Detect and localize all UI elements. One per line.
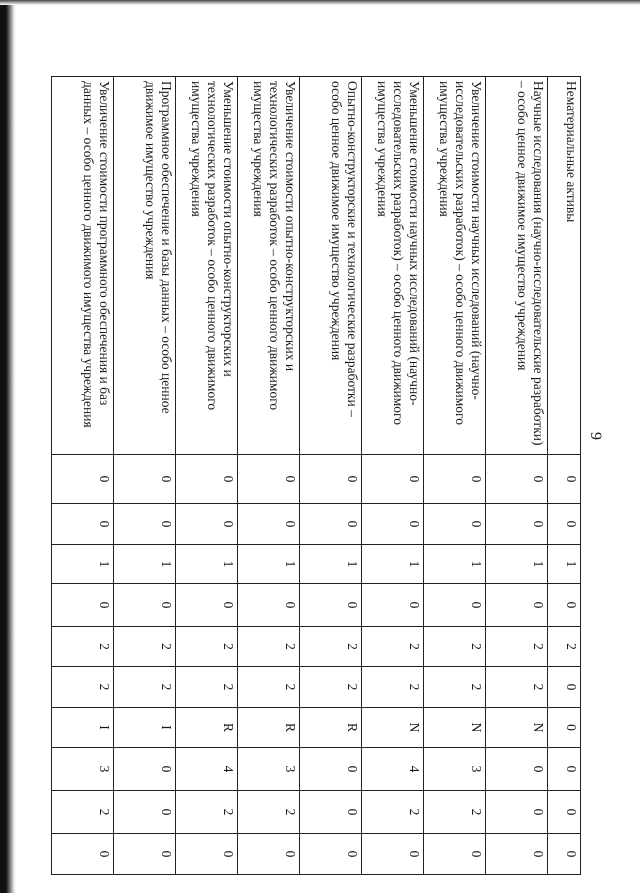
table-row — [114, 77, 176, 875]
code-cell: 0 — [114, 834, 176, 875]
code-cell: 0 — [548, 708, 581, 748]
code-cell: 2 — [300, 667, 362, 708]
code-cell: 0 — [300, 504, 362, 545]
code-cell: 0 — [486, 834, 548, 875]
code-cell: 0 — [548, 455, 581, 504]
code-cell: 2 — [238, 627, 300, 667]
table-row — [52, 77, 114, 875]
table-body — [52, 77, 581, 875]
row-name-cell: Научные исследования (научно-исследовательские разработки) – особо ценное движимое имущество учреждения — [486, 77, 548, 455]
code-cell: 2 — [424, 667, 486, 708]
code-cell: 0 — [176, 834, 238, 875]
table-row — [486, 77, 548, 875]
code-cell: 0 — [52, 584, 114, 627]
code-cell: 0 — [548, 791, 581, 834]
code-cell: 3 — [238, 748, 300, 791]
code-cell: R — [176, 708, 238, 748]
code-cell: N — [424, 708, 486, 748]
row-name-cell: Опытно-конструкторские и технологические разработки – особо ценное движимое имущество учреждения — [300, 77, 362, 455]
code-cell: 1 — [424, 545, 486, 584]
accounts-table — [51, 76, 581, 875]
code-cell: 0 — [114, 504, 176, 545]
code-cell: 2 — [362, 791, 424, 834]
code-cell: 2 — [176, 627, 238, 667]
code-cell: 2 — [362, 627, 424, 667]
code-cell: 0 — [238, 584, 300, 627]
code-cell: 0 — [114, 584, 176, 627]
code-cell: 0 — [238, 455, 300, 504]
code-cell: 0 — [486, 504, 548, 545]
table-row — [548, 77, 581, 875]
table-row — [176, 77, 238, 875]
code-cell: 4 — [176, 748, 238, 791]
scan-edge-left — [0, 0, 16, 893]
scan-edge-top — [0, 0, 640, 5]
row-name-cell: Увеличение стоимости программного обеспечения и баз данных – особо ценного движимого имущества учреждения — [52, 77, 114, 455]
code-cell: 0 — [548, 748, 581, 791]
table-row — [238, 77, 300, 875]
code-cell: 0 — [114, 455, 176, 504]
code-cell: 2 — [486, 667, 548, 708]
code-cell: 2 — [424, 791, 486, 834]
table-row — [362, 77, 424, 875]
code-cell: 2 — [238, 791, 300, 834]
code-cell: 0 — [300, 584, 362, 627]
code-cell: 2 — [300, 627, 362, 667]
rotated-table-container — [61, 76, 581, 874]
code-cell: R — [238, 708, 300, 748]
code-cell: 1 — [114, 545, 176, 584]
code-cell: 0 — [300, 455, 362, 504]
code-cell: 1 — [300, 545, 362, 584]
code-cell: 0 — [362, 584, 424, 627]
row-name-cell: Нематериальные активы — [548, 77, 581, 455]
code-cell: 0 — [424, 455, 486, 504]
code-cell: 0 — [362, 834, 424, 875]
code-cell: 0 — [548, 504, 581, 545]
code-cell: 0 — [300, 748, 362, 791]
code-cell: 0 — [424, 834, 486, 875]
code-cell: 2 — [176, 791, 238, 834]
code-cell: 2 — [176, 667, 238, 708]
code-cell: 2 — [238, 667, 300, 708]
code-cell: 2 — [114, 627, 176, 667]
code-cell: 3 — [424, 748, 486, 791]
code-cell: N — [486, 708, 548, 748]
row-name-cell: Увеличение стоимости научных исследований (научно-исследовательских разработок) – особо ценного движимого имущества учреждения — [424, 77, 486, 455]
code-cell: 1 — [238, 545, 300, 584]
code-cell: 1 — [548, 545, 581, 584]
row-name-cell: Уменьшение стоимости опытно-конструкторских и технологических разработок – особо ценного движимого имущества учреждения — [176, 77, 238, 455]
code-cell: 0 — [548, 584, 581, 627]
code-cell: 2 — [486, 627, 548, 667]
row-name-cell: Увеличение стоимости опытно-конструкторских и технологических разработок – особо ценного движимого имущества учреждения — [238, 77, 300, 455]
code-cell: 0 — [424, 584, 486, 627]
code-cell: 0 — [238, 504, 300, 545]
code-cell: 0 — [300, 791, 362, 834]
code-cell: 0 — [176, 584, 238, 627]
code-cell: 0 — [486, 455, 548, 504]
code-cell: 0 — [52, 834, 114, 875]
code-cell: 2 — [548, 627, 581, 667]
code-cell: 0 — [486, 584, 548, 627]
code-cell: I — [52, 708, 114, 748]
code-cell: I — [114, 708, 176, 748]
code-cell: 0 — [486, 748, 548, 791]
code-cell: 1 — [176, 545, 238, 584]
code-cell: 0 — [52, 455, 114, 504]
code-cell: 0 — [238, 834, 300, 875]
code-cell: 1 — [486, 545, 548, 584]
table-row — [424, 77, 486, 875]
code-cell: 2 — [52, 667, 114, 708]
code-cell: 0 — [548, 667, 581, 708]
code-cell: 2 — [362, 667, 424, 708]
table-row — [300, 77, 362, 875]
code-cell: 0 — [362, 504, 424, 545]
code-cell: 0 — [114, 791, 176, 834]
code-cell: N — [362, 708, 424, 748]
code-cell: 0 — [52, 504, 114, 545]
code-cell: R — [300, 708, 362, 748]
code-cell: 2 — [52, 791, 114, 834]
code-cell: 2 — [114, 667, 176, 708]
code-cell: 0 — [424, 504, 486, 545]
code-cell: 0 — [362, 455, 424, 504]
code-cell: 0 — [486, 791, 548, 834]
code-cell: 0 — [114, 748, 176, 791]
code-cell: 1 — [52, 545, 114, 584]
code-cell: 4 — [362, 748, 424, 791]
row-name-cell: Программное обеспечение и базы данных – особо ценное движимое имущество учреждения — [114, 77, 176, 455]
page-number: 9 — [587, 432, 604, 440]
code-cell: 2 — [52, 627, 114, 667]
code-cell: 0 — [176, 455, 238, 504]
code-cell: 0 — [176, 504, 238, 545]
row-name-cell: Уменьшение стоимости научных исследований (научно-исследовательских разработок) – особо ценного движимого имущества учреждения — [362, 77, 424, 455]
code-cell: 2 — [424, 627, 486, 667]
code-cell: 0 — [548, 834, 581, 875]
code-cell: 1 — [362, 545, 424, 584]
code-cell: 0 — [300, 834, 362, 875]
code-cell: 3 — [52, 748, 114, 791]
